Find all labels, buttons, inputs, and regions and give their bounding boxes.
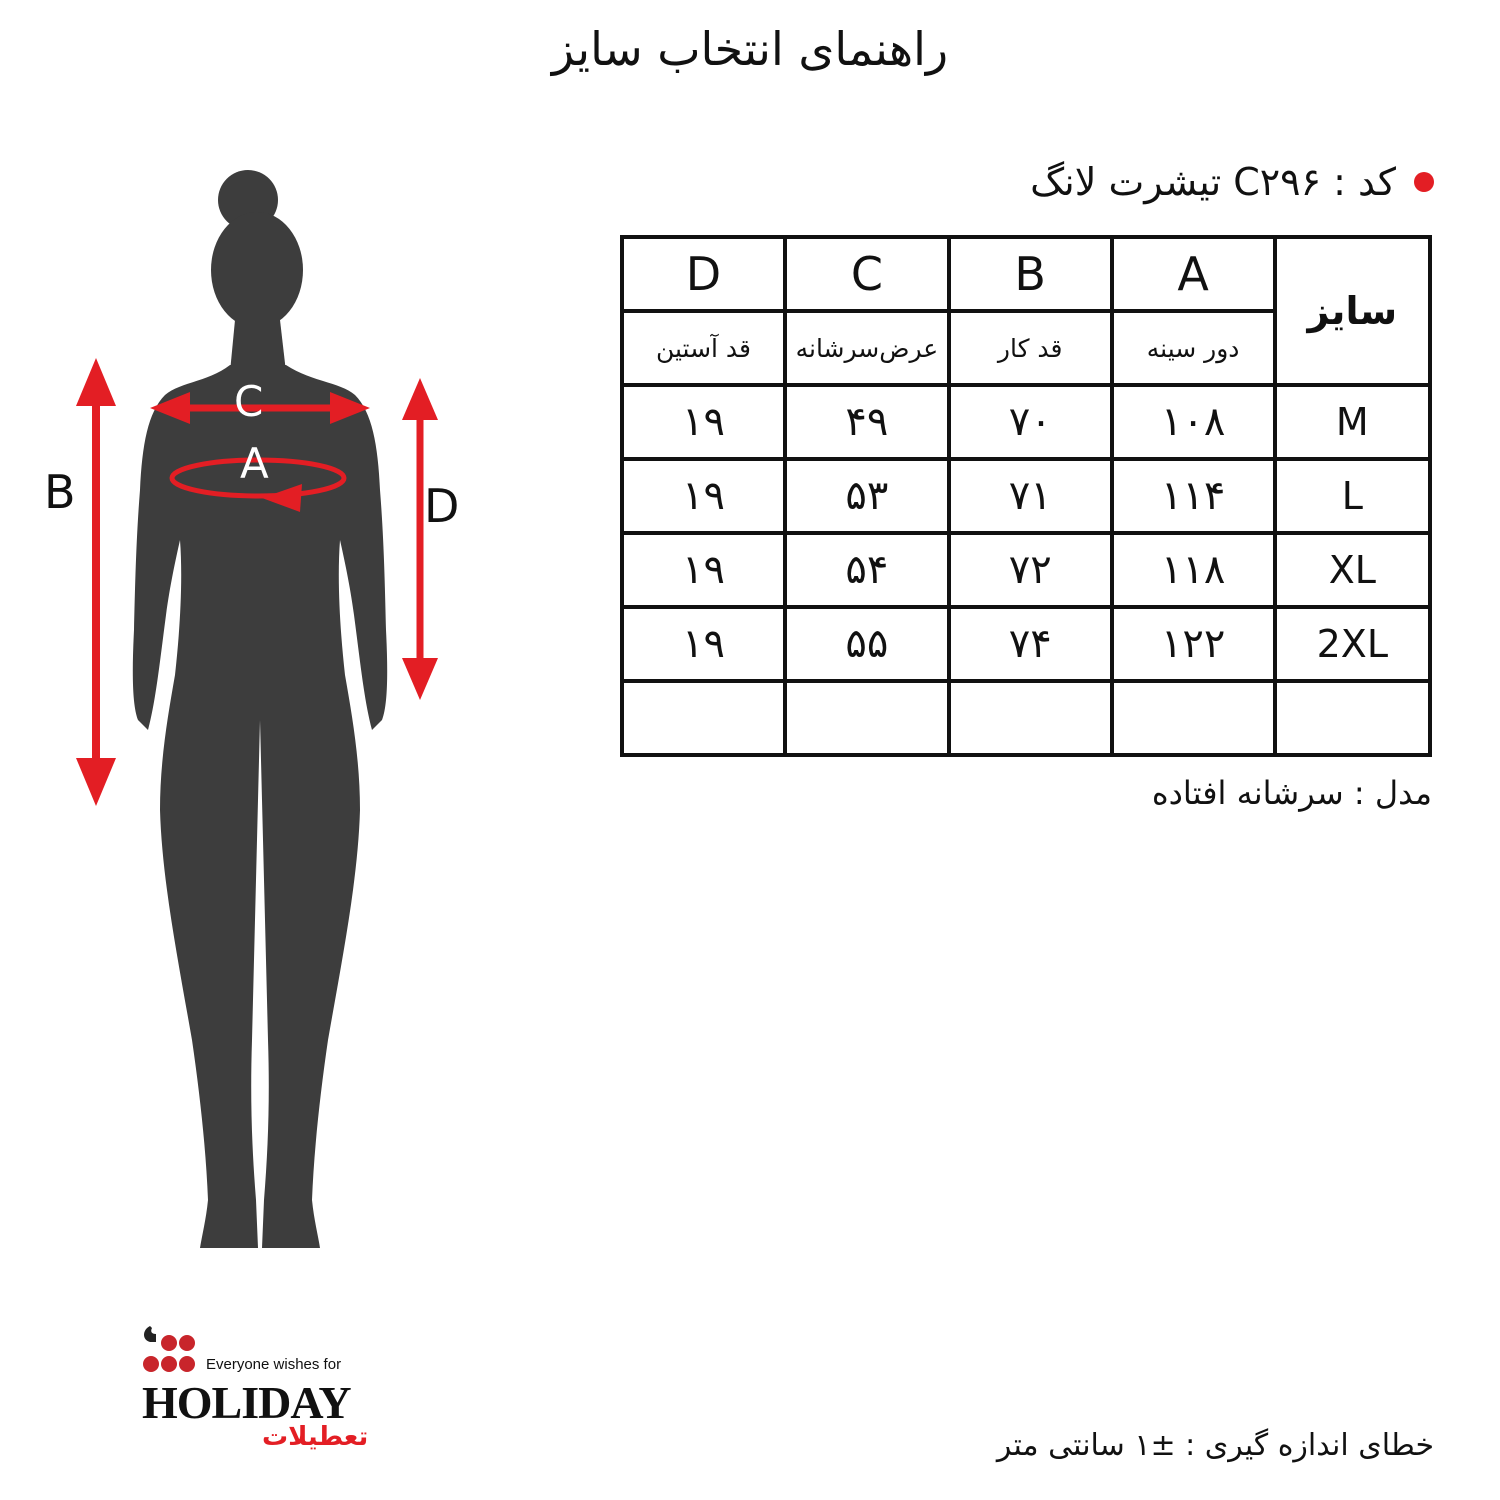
cell-d: ۱۹ [622,459,785,533]
cell-b [949,681,1112,755]
cell-d: ۱۹ [622,385,785,459]
size-table [620,235,1432,757]
cell-d [622,681,785,755]
col-header-d: D [622,237,785,311]
label-c: C [234,377,264,426]
cell-c: ۵۵ [785,607,949,681]
cell-a [1112,681,1275,755]
col-label-a: دور سینه [1112,311,1275,385]
cell-a: ۱۱۸ [1112,533,1275,607]
cell-a: ۱۲۲ [1112,607,1275,681]
col-header-c: C [785,237,949,311]
cell-c [785,681,949,755]
cell-size: XL [1275,533,1430,607]
label-a: A [240,439,269,488]
cell-a: ۱۰۸ [1112,385,1275,459]
silhouette-icon [133,170,387,1248]
cell-c: ۵۳ [785,459,949,533]
holiday-logo [140,1322,380,1462]
cell-size: 2XL [1275,607,1430,681]
cell-size: M [1275,385,1430,459]
table-row [622,533,1430,607]
table-row [622,607,1430,681]
table-row [622,459,1430,533]
product-code-text: کد : C۲۹۶ تیشرت لانگ [1030,160,1396,204]
cell-b: ۷۴ [949,607,1112,681]
cell-c: ۵۴ [785,533,949,607]
body-measurement-figure [30,160,490,1260]
cell-b: ۷۱ [949,459,1112,533]
cell-d: ۱۹ [622,607,785,681]
table-row [622,681,1430,755]
size-header: سایز [1275,237,1430,385]
product-code [1030,160,1434,204]
cell-b: ۷۲ [949,533,1112,607]
cell-c: ۴۹ [785,385,949,459]
measurement-error-note: خطای اندازه گیری : ±۱ سانتی متر [996,1428,1434,1463]
cell-b: ۷۰ [949,385,1112,459]
model-note: مدل : سرشانه افتاده [1151,774,1432,812]
bullet-icon [1414,172,1434,192]
page-title: راهنمای انتخاب سایز [551,22,949,76]
logo-wordmark: HOLIDAY [142,1377,351,1428]
logo-tagline: Everyone wishes for [206,1356,342,1373]
cell-size: L [1275,459,1430,533]
cell-size [1275,681,1430,755]
col-label-b: قد کار [949,311,1112,385]
logo-dots-icon [140,1322,206,1378]
label-d: D [424,479,460,533]
table-row [622,385,1430,459]
col-label-d: قد آستین [622,311,785,385]
label-b: B [44,465,76,519]
col-header-b: B [949,237,1112,311]
col-header-a: A [1112,237,1275,311]
cell-d: ۱۹ [622,533,785,607]
col-label-c: عرض‌سرشانه [785,311,949,385]
logo-persian-text: تعطیلات [262,1422,369,1452]
cell-a: ۱۱۴ [1112,459,1275,533]
